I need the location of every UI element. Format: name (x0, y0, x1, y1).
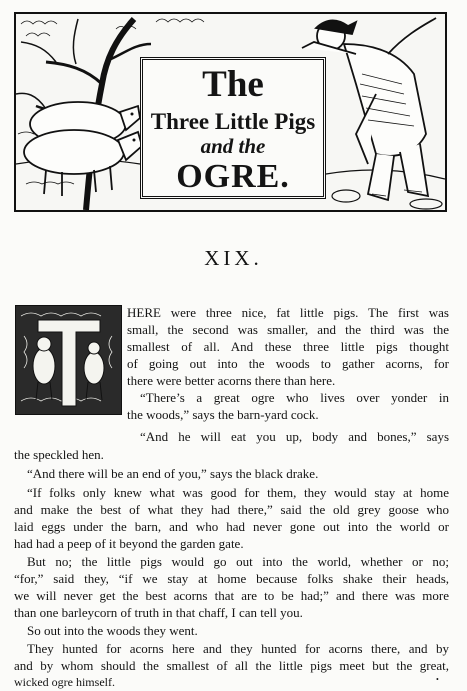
title-the: The (202, 64, 264, 105)
title-three-little-pigs: Three Little Pigs (150, 109, 316, 134)
story-line: “for,” said they, “if we stay at home because folks shake their heads, (14, 571, 449, 586)
story-line: smallest of all. And these three little pigs thought (127, 339, 449, 354)
story-line: the woods,” says the barn-yard cock. (127, 407, 319, 422)
drop-cap-illustration (15, 305, 122, 415)
title-panel (140, 57, 326, 199)
story-line: HERE were three nice, fat little pigs. The first was (127, 305, 449, 320)
title-ogre: OGRE. (176, 158, 290, 195)
story-line: They hunted for acorns here and they hunted for acorns there, and by (27, 641, 449, 656)
story-line: there were better acorns there than here. (127, 373, 336, 388)
page-mark: • (436, 675, 439, 684)
story-line: “There’s a great ogre who lives over yonder in (140, 390, 449, 405)
drop-cap-art (16, 306, 121, 414)
story-line: “And he will eat you up, body and bones,” says (140, 429, 449, 444)
story-line: and make the best of what they had there,” said the old grey goose who (14, 502, 449, 517)
story-line: wicked ogre himself. (14, 675, 115, 689)
title-and-the: and the (200, 134, 266, 158)
story-line: the speckled hen. (14, 447, 104, 462)
story-line: and by whom should the smallest of all the little pigs meet but the great, (14, 658, 449, 673)
story-line: laid eggs under the barn, and who had never gone out into the world or (14, 519, 449, 534)
story-line: small, the second was smaller, and the third was the (127, 322, 449, 337)
story-line: than one barleycorn of truth in that chaff, I can tell you. (14, 605, 303, 620)
story-line: had had a peep of it beyond the garden gate. (14, 536, 244, 551)
story-line: of going out into the woods to gather acorns, for (127, 356, 449, 371)
story-line: But no; the little pigs would go out into the world, whether or no; (27, 554, 449, 569)
story-line: So out into the woods they went. (27, 623, 198, 638)
story-line: “If folks only knew what was good for them, they would stay at home (27, 485, 449, 500)
title-illustration-header (14, 12, 447, 212)
story-line: “And there will be an end of you,” says the black drake. (27, 466, 319, 481)
story-line: we will never get the best acorns that are to be had;” and there was more (14, 588, 449, 603)
chapter-number: XIX. (204, 246, 263, 270)
